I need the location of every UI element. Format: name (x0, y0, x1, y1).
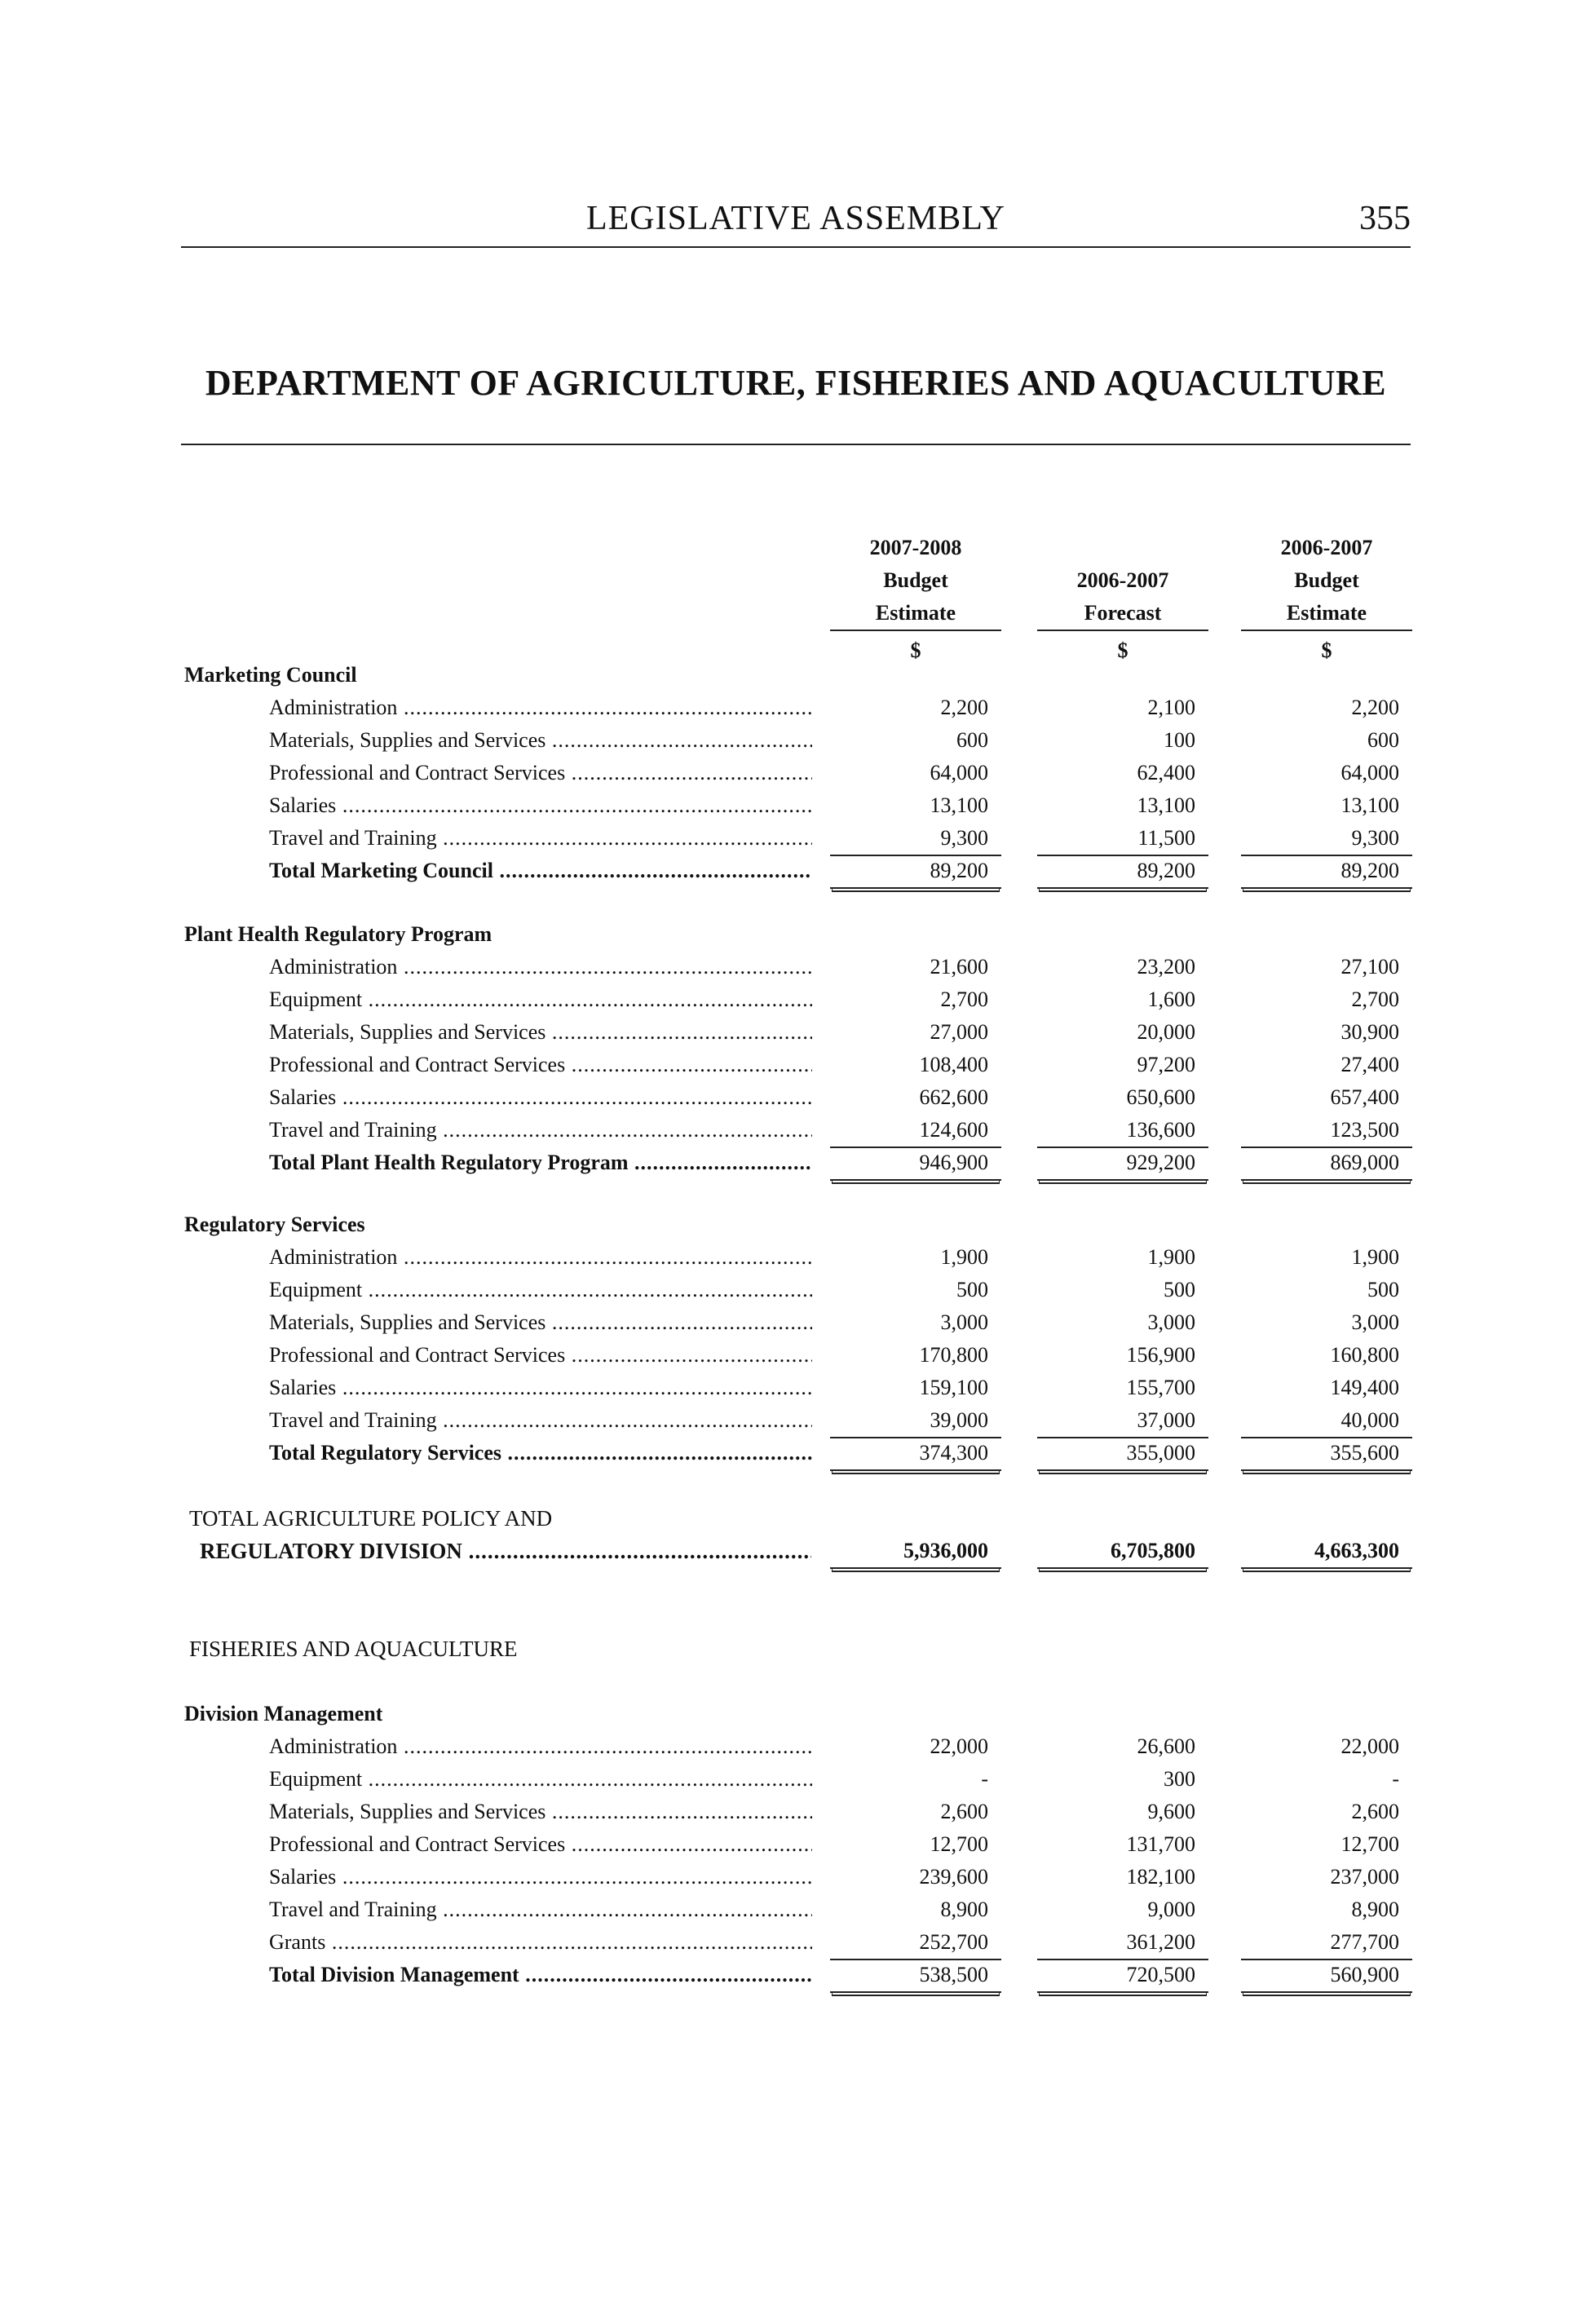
column-header-2007-2008-budget-estimate (830, 532, 1001, 667)
column-header-line (1037, 532, 1208, 564)
value-2006-2007-forecast: 136,600 (1037, 1114, 1208, 1148)
value-2007-2008-budget: 2,600 (940, 1800, 988, 1823)
line-item-label: Salaries ..... (269, 789, 812, 822)
value-2007-2008-budget: 5,936,000 (830, 1535, 1001, 1569)
value-2006-2007-forecast: 1,600 (1147, 987, 1195, 1011)
column-header-line: Estimate (1241, 597, 1412, 631)
value-2006-2007-budget: 869,000 (1241, 1147, 1412, 1181)
line-item-label: Equipment ..... (269, 983, 812, 1016)
value-2006-2007-forecast: 300 (1164, 1767, 1195, 1791)
value-2007-2008-budget: 170,800 (919, 1343, 988, 1367)
value-2006-2007-budget: 12,700 (1340, 1832, 1399, 1856)
table-row (0, 724, 1590, 757)
section-heading-row (0, 1208, 1590, 1241)
value-2007-2008-budget: 1,900 (940, 1245, 988, 1269)
value-2007-2008-budget: 3,000 (940, 1310, 988, 1334)
subtotal-row (0, 855, 1590, 887)
value-2006-2007-budget: 500 (1367, 1278, 1399, 1301)
table-row (0, 1241, 1590, 1274)
value-2006-2007-forecast: 20,000 (1137, 1020, 1195, 1044)
table-row (0, 1114, 1590, 1147)
line-item-label: Travel and Training ..... (269, 1893, 812, 1926)
value-2006-2007-budget: 4,663,300 (1241, 1535, 1412, 1569)
value-2006-2007-forecast: 9,600 (1147, 1800, 1195, 1823)
table-row (0, 1049, 1590, 1081)
value-2007-2008-budget: 21,600 (930, 955, 988, 979)
value-2007-2008-budget: 8,900 (940, 1898, 988, 1921)
line-item-label: Materials, Supplies and Services ..... (269, 724, 812, 757)
section-heading-row (0, 918, 1590, 951)
line-item-label: Administration ..... (269, 951, 812, 983)
line-item-label: Materials, Supplies and Services ..... (269, 1016, 812, 1049)
value-2006-2007-forecast: 97,200 (1137, 1053, 1195, 1076)
table-row (0, 1796, 1590, 1828)
value-2006-2007-forecast: 155,700 (1126, 1376, 1195, 1399)
value-2006-2007-forecast: 929,200 (1037, 1147, 1208, 1181)
value-2007-2008-budget: 89,200 (830, 855, 1001, 889)
value-2007-2008-budget: 538,500 (830, 1959, 1001, 1993)
subtotal-label: Total Division Management ..... (269, 1959, 812, 1991)
line-item-label: Equipment ..... (269, 1274, 812, 1306)
value-2007-2008-budget: 108,400 (919, 1053, 988, 1076)
value-2006-2007-budget: 600 (1367, 728, 1399, 752)
column-currency: $ (1117, 638, 1128, 662)
table-row (0, 1372, 1590, 1404)
table-row (0, 951, 1590, 983)
value-2007-2008-budget: 27,000 (930, 1020, 988, 1044)
subtotal-label: Total Regulatory Services ..... (269, 1437, 812, 1469)
value-2007-2008-budget: 500 (956, 1278, 988, 1301)
value-2007-2008-budget: 600 (956, 728, 988, 752)
value-2006-2007-forecast: 156,900 (1126, 1343, 1195, 1367)
table-row (0, 1763, 1590, 1796)
column-header-line: Budget (883, 568, 948, 592)
table-row (0, 1016, 1590, 1049)
value-2006-2007-budget: 160,800 (1330, 1343, 1399, 1367)
table-row (0, 691, 1590, 724)
value-2007-2008-budget: 662,600 (919, 1085, 988, 1109)
table-row (0, 789, 1590, 822)
value-2006-2007-forecast: 182,100 (1126, 1865, 1195, 1889)
table-row (0, 1730, 1590, 1763)
value-2006-2007-forecast: 131,700 (1126, 1832, 1195, 1856)
division-heading-row (0, 1633, 1590, 1665)
value-2006-2007-budget: 277,700 (1241, 1926, 1412, 1960)
value-2006-2007-budget: 27,100 (1340, 955, 1399, 979)
value-2006-2007-budget: 560,900 (1241, 1959, 1412, 1993)
value-2006-2007-forecast: 650,600 (1126, 1085, 1195, 1109)
value-2006-2007-forecast: 1,900 (1147, 1245, 1195, 1269)
line-item-label: Materials, Supplies and Services ..... (269, 1796, 812, 1828)
page-number: 355 (1359, 200, 1411, 237)
subtotal-label: Total Marketing Council ..... (269, 855, 812, 887)
column-header-line: 2006-2007 (1280, 536, 1373, 559)
column-header-line: 2006-2007 (1076, 568, 1169, 592)
column-header-2006-2007-budget-estimate (1241, 532, 1412, 667)
value-2006-2007-forecast: 9,000 (1147, 1898, 1195, 1921)
section-heading: Division Management (184, 1702, 383, 1725)
value-2006-2007-budget: 1,900 (1351, 1245, 1399, 1269)
line-item-label: Equipment ..... (269, 1763, 812, 1796)
line-item-label: Salaries ..... (269, 1372, 812, 1404)
section-heading: Regulatory Services (184, 1213, 365, 1236)
value-2007-2008-budget: 239,600 (919, 1865, 988, 1889)
subtotal-row (0, 1959, 1590, 1991)
value-2006-2007-forecast: 361,200 (1037, 1926, 1208, 1960)
value-2007-2008-budget: 64,000 (930, 761, 988, 784)
table-row (0, 983, 1590, 1016)
value-2006-2007-budget: 657,400 (1330, 1085, 1399, 1109)
section-heading-row (0, 1698, 1590, 1730)
value-2007-2008-budget: 946,900 (830, 1147, 1001, 1181)
division-heading: FISHERIES AND AQUACULTURE (189, 1637, 518, 1661)
column-currency: $ (910, 638, 921, 662)
line-item-label: Salaries ..... (269, 1081, 812, 1114)
column-header-2006-2007-forecast (1037, 532, 1208, 667)
value-2006-2007-budget: 9,300 (1241, 822, 1412, 856)
value-2007-2008-budget: 124,600 (830, 1114, 1001, 1148)
value-2006-2007-forecast: 720,500 (1037, 1959, 1208, 1993)
value-2007-2008-budget: 252,700 (830, 1926, 1001, 1960)
value-2006-2007-budget: 64,000 (1340, 761, 1399, 784)
line-item-label: Grants ..... (269, 1926, 812, 1959)
value-2006-2007-forecast: 355,000 (1037, 1437, 1208, 1471)
value-2006-2007-budget: 2,200 (1351, 696, 1399, 719)
value-2007-2008-budget: - (981, 1767, 988, 1791)
line-item-label: Professional and Contract Services ..... (269, 1049, 812, 1081)
grand-total-label: REGULATORY DIVISION ..... (200, 1535, 811, 1567)
table-row (0, 1404, 1590, 1437)
value-2007-2008-budget: 22,000 (930, 1734, 988, 1758)
line-item-label: Salaries ..... (269, 1861, 812, 1893)
value-2006-2007-budget: 2,700 (1351, 987, 1399, 1011)
column-header-line: 2007-2008 (869, 536, 962, 559)
value-2006-2007-forecast: 23,200 (1137, 955, 1195, 979)
section-heading: Marketing Council (184, 663, 357, 687)
value-2006-2007-budget: 2,600 (1351, 1800, 1399, 1823)
value-2007-2008-budget: 2,200 (940, 696, 988, 719)
line-item-label: Travel and Training ..... (269, 1404, 812, 1437)
value-2006-2007-forecast: 3,000 (1147, 1310, 1195, 1334)
grand-total-label: TOTAL AGRICULTURE POLICY AND (189, 1506, 553, 1531)
value-2006-2007-budget: 22,000 (1340, 1734, 1399, 1758)
table-row (0, 757, 1590, 789)
line-item-label: Materials, Supplies and Services ..... (269, 1306, 812, 1339)
grand-total-row (0, 1535, 1590, 1567)
value-2007-2008-budget: 39,000 (830, 1404, 1001, 1438)
value-2007-2008-budget: 13,100 (930, 793, 988, 817)
value-2006-2007-budget: 40,000 (1241, 1404, 1412, 1438)
department-title: DEPARTMENT OF AGRICULTURE, FISHERIES AND AQUACULTURE (205, 363, 1387, 403)
table-row (0, 1274, 1590, 1306)
grand-total-heading-row (0, 1502, 1590, 1535)
value-2006-2007-forecast: 89,200 (1037, 855, 1208, 889)
value-2006-2007-budget: 13,100 (1340, 793, 1399, 817)
running-header (181, 199, 1411, 248)
value-2006-2007-budget: 30,900 (1340, 1020, 1399, 1044)
column-header-line: Budget (1294, 568, 1359, 592)
line-item-label: Administration ..... (269, 1730, 812, 1763)
line-item-label: Administration ..... (269, 1241, 812, 1274)
value-2006-2007-forecast: 11,500 (1037, 822, 1208, 856)
table-row (0, 1081, 1590, 1114)
line-item-label: Professional and Contract Services ..... (269, 757, 812, 789)
table-row (0, 1339, 1590, 1372)
value-2006-2007-budget: 355,600 (1241, 1437, 1412, 1471)
section-heading: Plant Health Regulatory Program (184, 922, 492, 946)
column-header-line: Forecast (1037, 597, 1208, 631)
line-item-label: Professional and Contract Services ..... (269, 1339, 812, 1372)
line-item-label: Travel and Training ..... (269, 822, 812, 855)
line-item-label: Administration ..... (269, 691, 812, 724)
table-row (0, 1828, 1590, 1861)
value-2006-2007-forecast: 26,600 (1137, 1734, 1195, 1758)
value-2006-2007-forecast: 13,100 (1137, 793, 1195, 817)
table-row (0, 1926, 1590, 1959)
subtotal-row (0, 1147, 1590, 1179)
value-2006-2007-budget: 89,200 (1241, 855, 1412, 889)
value-2006-2007-budget: 149,400 (1330, 1376, 1399, 1399)
value-2006-2007-forecast: 37,000 (1037, 1404, 1208, 1438)
value-2006-2007-budget: - (1392, 1767, 1399, 1791)
running-title: LEGISLATIVE ASSEMBLY (586, 200, 1005, 237)
subtotal-label: Total Plant Health Regulatory Program ..... (269, 1147, 812, 1179)
value-2006-2007-budget: 27,400 (1340, 1053, 1399, 1076)
line-item-label: Professional and Contract Services ..... (269, 1828, 812, 1861)
value-2007-2008-budget: 12,700 (930, 1832, 988, 1856)
value-2006-2007-budget: 237,000 (1330, 1865, 1399, 1889)
value-2007-2008-budget: 374,300 (830, 1437, 1001, 1471)
value-2006-2007-forecast: 62,400 (1137, 761, 1195, 784)
subtotal-row (0, 1437, 1590, 1469)
title-divider (181, 444, 1411, 445)
column-header-line: Estimate (830, 597, 1001, 631)
value-2007-2008-budget: 9,300 (830, 822, 1001, 856)
value-2006-2007-budget: 8,900 (1351, 1898, 1399, 1921)
value-2007-2008-budget: 2,700 (940, 987, 988, 1011)
table-row (0, 1893, 1590, 1926)
line-item-label: Travel and Training ..... (269, 1114, 812, 1147)
value-2006-2007-forecast: 2,100 (1147, 696, 1195, 719)
value-2006-2007-forecast: 6,705,800 (1037, 1535, 1208, 1569)
table-row (0, 1861, 1590, 1893)
value-2007-2008-budget: 159,100 (919, 1376, 988, 1399)
column-currency: $ (1321, 638, 1332, 662)
table-row (0, 822, 1590, 855)
table-row (0, 1306, 1590, 1339)
value-2006-2007-budget: 123,500 (1241, 1114, 1412, 1148)
value-2006-2007-budget: 3,000 (1351, 1310, 1399, 1334)
section-heading-row (0, 659, 1590, 691)
value-2006-2007-forecast: 500 (1164, 1278, 1195, 1301)
value-2006-2007-forecast: 100 (1164, 728, 1195, 752)
